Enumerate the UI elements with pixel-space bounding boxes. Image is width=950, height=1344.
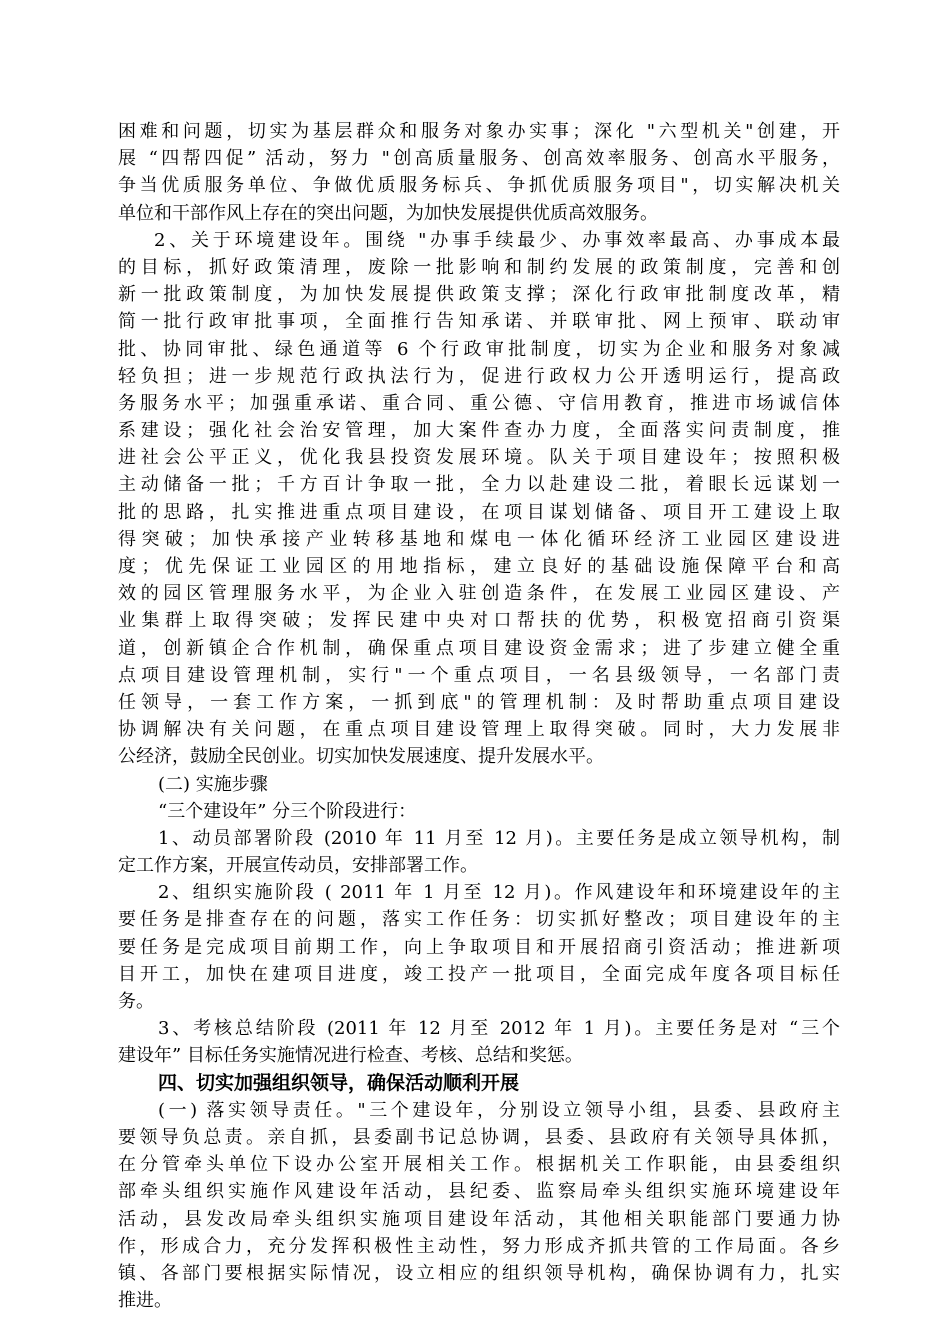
text-line: 争当优质服务单位、争做优质服务标兵、争抓优质服务项目"，切实解决机关 xyxy=(118,175,840,197)
text-line: 得突破；加快承接产业转移基地和煤电一体化循环经济工业园区建设进 xyxy=(118,528,840,550)
text-line: 公经济，鼓励全民创业。切实加快发展速度、提升发展水平。 xyxy=(118,746,604,768)
text-line: 效的园区管理服务水平，为企业入驻创造条件，在发展工业园区建设、产 xyxy=(118,583,840,605)
text-line: 作，形成合力，充分发挥积极性主动性，努力形成齐抓共管的工作局面。各乡 xyxy=(118,1235,840,1257)
text-line: 目开工，加快在建项目进度，竣工投产一批项目，全面完成年度各项目标任 xyxy=(118,963,840,985)
text-line: 困难和问题，切实为基层群众和服务对象办实事；深化 "六型机关"创建，开 xyxy=(118,121,840,142)
text-line: 批的思路，扎实推进重点项目建设，在项目谋划储备、项目开工建设上取 xyxy=(118,501,840,523)
text-line: 点项目建设管理机制，实行"一个重点项目，一名县级领导，一名部门责 xyxy=(118,664,840,686)
paragraph-start-line: (一) 落实领导责任。"三个建设年，分别设立领导小组，县委、县政府主 xyxy=(158,1099,840,1121)
document-body xyxy=(118,118,840,1314)
text-line: 要任务是排查存在的问题，落实工作任务：切实抓好整改；项目建设年的主 xyxy=(118,909,840,931)
text-line: 务。 xyxy=(118,991,154,1012)
text-line: 定工作方案，开展宣传动员，安排部署工作。 xyxy=(118,855,478,877)
text-line: 进社会公平正义，优化我县投资发展环境。队关于项目建设年；按照积极 xyxy=(118,447,840,469)
text-line: 务服务水平；加强重承诺、重合同、重公德、守信用教育，推进市场诚信体 xyxy=(118,392,840,414)
paragraph-start-line: 2、组织实施阶段 ( 2011 年 1 月至 12 月)。作风建设年和环境建设年的主 xyxy=(158,882,840,904)
text-line: 活动，县发改局牵头组织实施项目建设年活动，其他相关职能部门要通力协 xyxy=(118,1208,840,1230)
section-heading: 四、切实加强组织领导，确保活动顺利开展 xyxy=(158,1071,520,1094)
text-line: 度；优先保证工业园区的用地指标，建立良好的基础设施保障平台和高 xyxy=(118,556,840,577)
text-line: 轻负担；进一步规范行政执法行为，促进行政权力公开透明运行，提高政 xyxy=(118,365,840,387)
text-line: 推进。 xyxy=(118,1290,172,1312)
text-line: 要任务是完成项目前期工作，向上争取项目和开展招商引资活动；推进新项 xyxy=(118,936,840,958)
text-line: 批、协同审批、绿色通道等 6 个行政审批制度，切实为企业和服务对象减 xyxy=(118,338,840,360)
text-line: 单位和干部作风上存在的突出问题，为加快发展提供优质高效服务。 xyxy=(118,202,658,224)
text-line: 系建设；强化社会治安管理，加大案件查办力度，全面落实问责制度，推 xyxy=(118,420,840,442)
text-line: 新一批政策制度，为加快发展提供政策支撑；深化行政审批制度改革，精 xyxy=(118,284,840,306)
text-line: 道，创新镇企合作机制，确保重点项目建设资金需求；进了步建立健全重 xyxy=(118,637,840,659)
text-line: 要领导负总责。亲自抓，县委副书记总协调，县委、县政府有关领导具体抓， xyxy=(118,1126,840,1148)
text-line: 任领导，一套工作方案，一抓到底"的管理机制：及时帮助重点项目建设 xyxy=(118,691,840,713)
text-line: 协调解决有关问题，在重点项目建设管理上取得突破。同时，大力发展非 xyxy=(118,719,840,741)
paragraph-start-line: 2、关于环境建设年。围绕 "办事手续最少、办事效率最高、办事成本最 xyxy=(154,229,840,251)
paragraph-start-line: “三个建设年” 分三个阶段进行： xyxy=(158,800,417,822)
text-line: 镇、各部门要根据实际情况，设立相应的组织领导机构，确保协调有力，扎实 xyxy=(118,1262,840,1284)
text-line: 部牵头组织实施作风建设年活动，县纪委、监察局牵头组织实施环境建设年 xyxy=(118,1181,840,1203)
paragraph-start-line: 1、动员部署阶段 (2010 年 11 月至 12 月)。主要任务是成立领导机构，制 xyxy=(158,827,840,849)
section-subheading: (二) 实施步骤 xyxy=(158,773,268,795)
text-line: 主动储备一批；千方百计争取一批，全力以赴建设二批，着眼长远谋划一 xyxy=(118,474,840,496)
text-line: 的目标，抓好政策清理，废除一批影响和制约发展的政策制度，完善和创 xyxy=(118,256,840,278)
text-line: 简一批行政审批事项，全面推行告知承诺、并联审批、网上预审、联动审 xyxy=(118,311,840,333)
text-line: 展 “四帮四促” 活动，努力 "创高质量服务、创高效率服务、创高水平服务， xyxy=(118,148,840,170)
paragraph-start-line: 3、考核总结阶段 (2011 年 12 月至 2012 年 1 月)。主要任务是对 “三个 xyxy=(158,1018,840,1040)
text-line: 在分管牵头单位下设办公室开展相关工作。根据机关工作职能，由县委组织 xyxy=(118,1154,840,1176)
text-line: 业集群上取得突破；发挥民建中央对口帮扶的优势，积极宽招商引资渠 xyxy=(118,610,840,632)
text-line: 建设年” 目标任务实施情况进行检查、考核、总结和奖惩。 xyxy=(118,1045,583,1067)
